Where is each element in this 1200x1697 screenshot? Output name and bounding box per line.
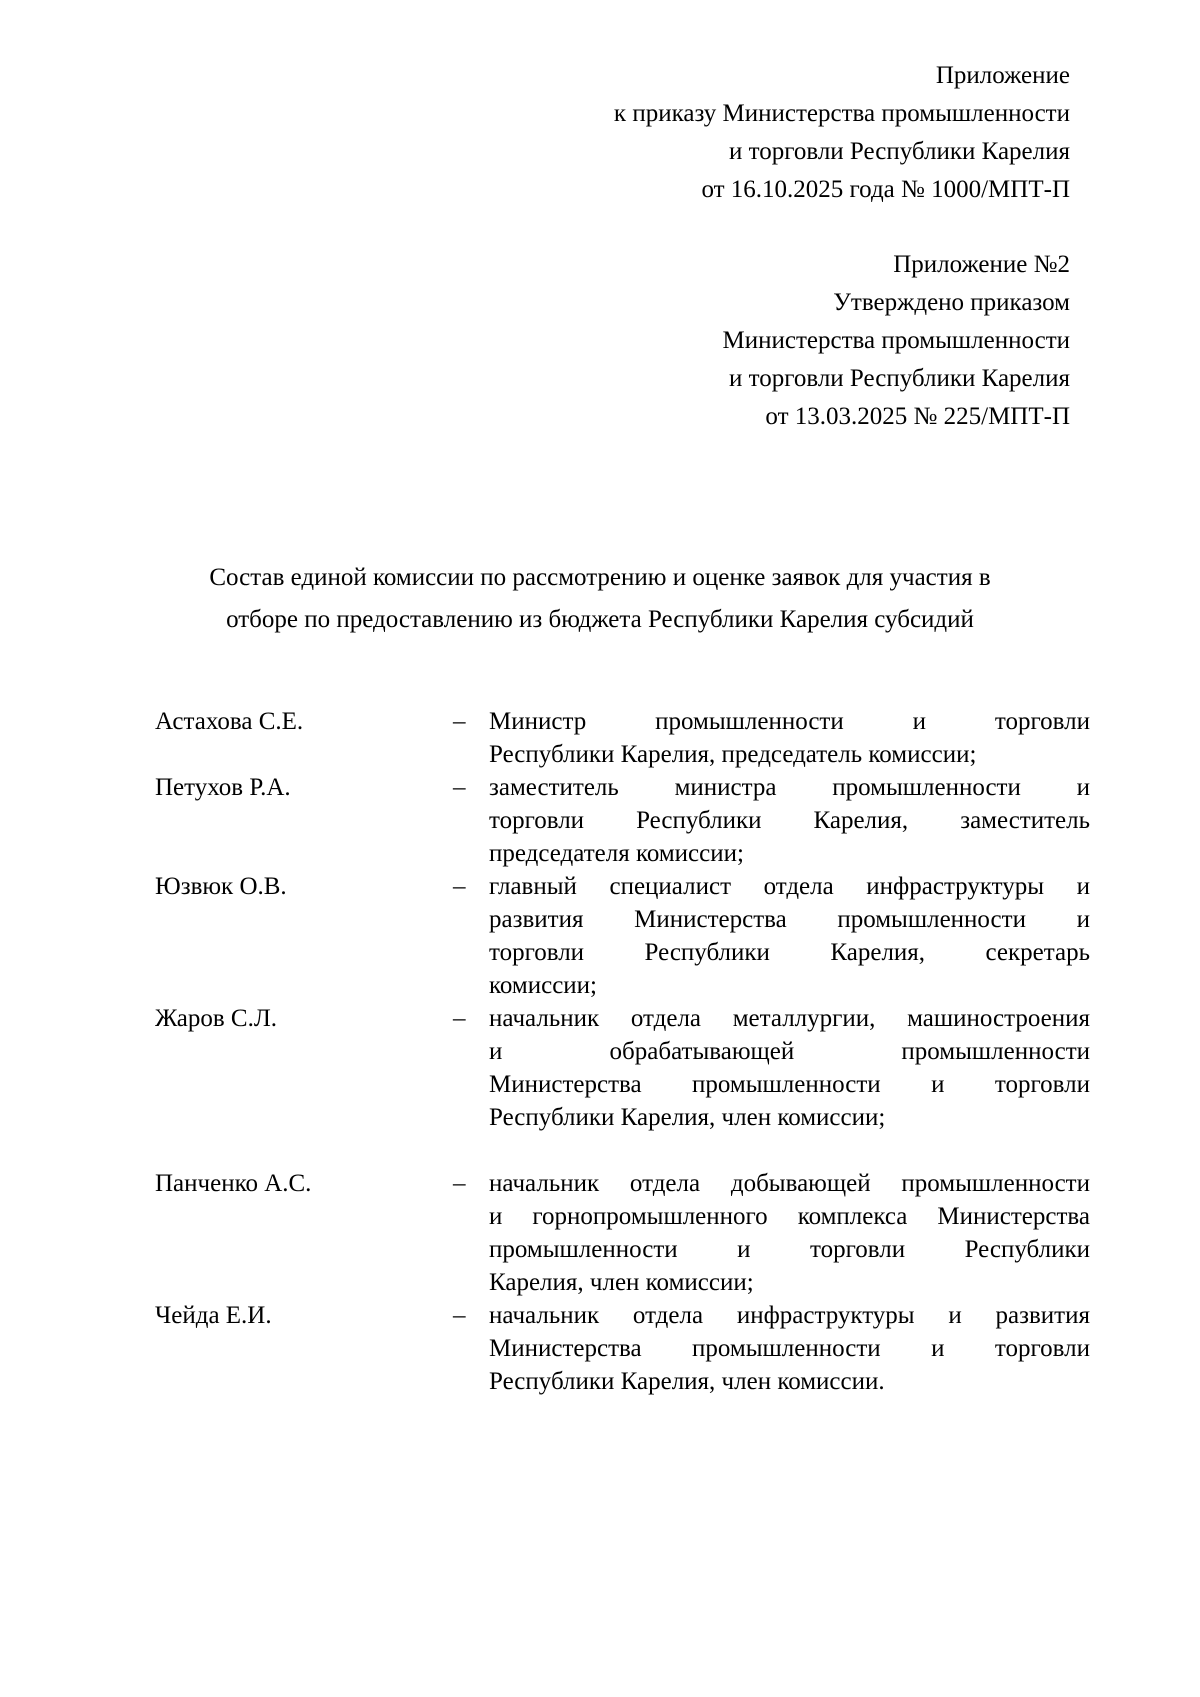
member-role-line: главный специалист отдела инфраструктуры и (489, 873, 1090, 900)
member-role (489, 1166, 1090, 1298)
member-spacer (155, 1133, 1090, 1166)
member-name: Жаров С.Л. (155, 1005, 278, 1032)
member-role-line: Министерства промышленности и торговли (489, 1335, 1090, 1362)
member-role (489, 1001, 1090, 1133)
annex-header-2 (723, 247, 1070, 437)
member-role-line: промышленности и торговли Республики (489, 1236, 1090, 1263)
annex-2-line: от 13.03.2025 № 225/МПТ-П (765, 403, 1070, 430)
member-role-line: Министерства промышленности и торговли (489, 1071, 1090, 1098)
member-role-line: торговли Республики Карелия, заместитель (489, 807, 1090, 834)
member-role-line: начальник отдела добывающей промышленности (489, 1170, 1090, 1197)
member-item (155, 770, 1090, 869)
annex-2-line: Утверждено приказом (833, 289, 1070, 316)
commission-members-list (155, 704, 1090, 1397)
member-name: Чейда Е.И. (155, 1302, 272, 1329)
member-role-line: Республики Карелия, член комиссии; (489, 1104, 886, 1131)
annex-1-line: и торговли Республики Карелия (729, 138, 1070, 165)
member-role (489, 1298, 1090, 1397)
annex-1-line: от 16.10.2025 года № 1000/МПТ-П (701, 176, 1070, 203)
title-line: отборе по предоставлению из бюджета Республики Карелия субсидий (226, 606, 974, 633)
member-dash: – (453, 1005, 466, 1032)
member-dash: – (453, 873, 466, 900)
member-role-line: начальник отдела металлургии, машиностроения (489, 1005, 1090, 1032)
member-role (489, 869, 1090, 1001)
member-item (155, 1001, 1090, 1133)
annex-1-line: Приложение (935, 62, 1070, 89)
member-item (155, 1166, 1090, 1298)
member-dash: – (453, 774, 466, 801)
member-name: Панченко А.С. (155, 1170, 312, 1197)
commission-title (140, 560, 1060, 644)
member-role-line: и обрабатывающей промышленности (489, 1038, 1090, 1065)
annex-2-line: Министерства промышленности (722, 327, 1070, 354)
member-item (155, 704, 1090, 770)
member-role (489, 770, 1090, 869)
member-role-line: Республики Карелия, председатель комиссии; (489, 741, 977, 768)
annex-header-1 (614, 58, 1070, 210)
member-name: Петухов Р.А. (155, 774, 291, 801)
member-role-line: заместитель министра промышленности и (489, 774, 1090, 801)
member-role-line: Министр промышленности и торговли (489, 708, 1090, 735)
member-dash: – (453, 1302, 466, 1329)
member-role-line: комиссии; (489, 972, 597, 999)
title-line: Состав единой комиссии по рассмотрению и оценке заявок для участия в (209, 564, 991, 591)
member-role-line: начальник отдела инфраструктуры и развития (489, 1302, 1090, 1329)
member-role (489, 704, 1090, 770)
annex-2-line: и торговли Республики Карелия (729, 365, 1070, 392)
member-item (155, 1298, 1090, 1397)
member-role-line: торговли Республики Карелия, секретарь (489, 939, 1090, 966)
member-name: Астахова С.Е. (155, 708, 304, 735)
member-role-line: Карелия, член комиссии; (489, 1269, 754, 1296)
annex-2-line: Приложение №2 (893, 251, 1070, 278)
member-role-line: Республики Карелия, член комиссии. (489, 1368, 885, 1395)
member-dash: – (453, 708, 466, 735)
member-item (155, 869, 1090, 1001)
member-role-line: развития Министерства промышленности и (489, 906, 1090, 933)
annex-1-line: к приказу Министерства промышленности (613, 100, 1070, 127)
member-role-line: и горнопромышленного комплекса Министерства (489, 1203, 1090, 1230)
member-dash: – (453, 1170, 466, 1197)
member-role-line: председателя комиссии; (489, 840, 744, 867)
member-name: Юзвюк О.В. (155, 873, 287, 900)
